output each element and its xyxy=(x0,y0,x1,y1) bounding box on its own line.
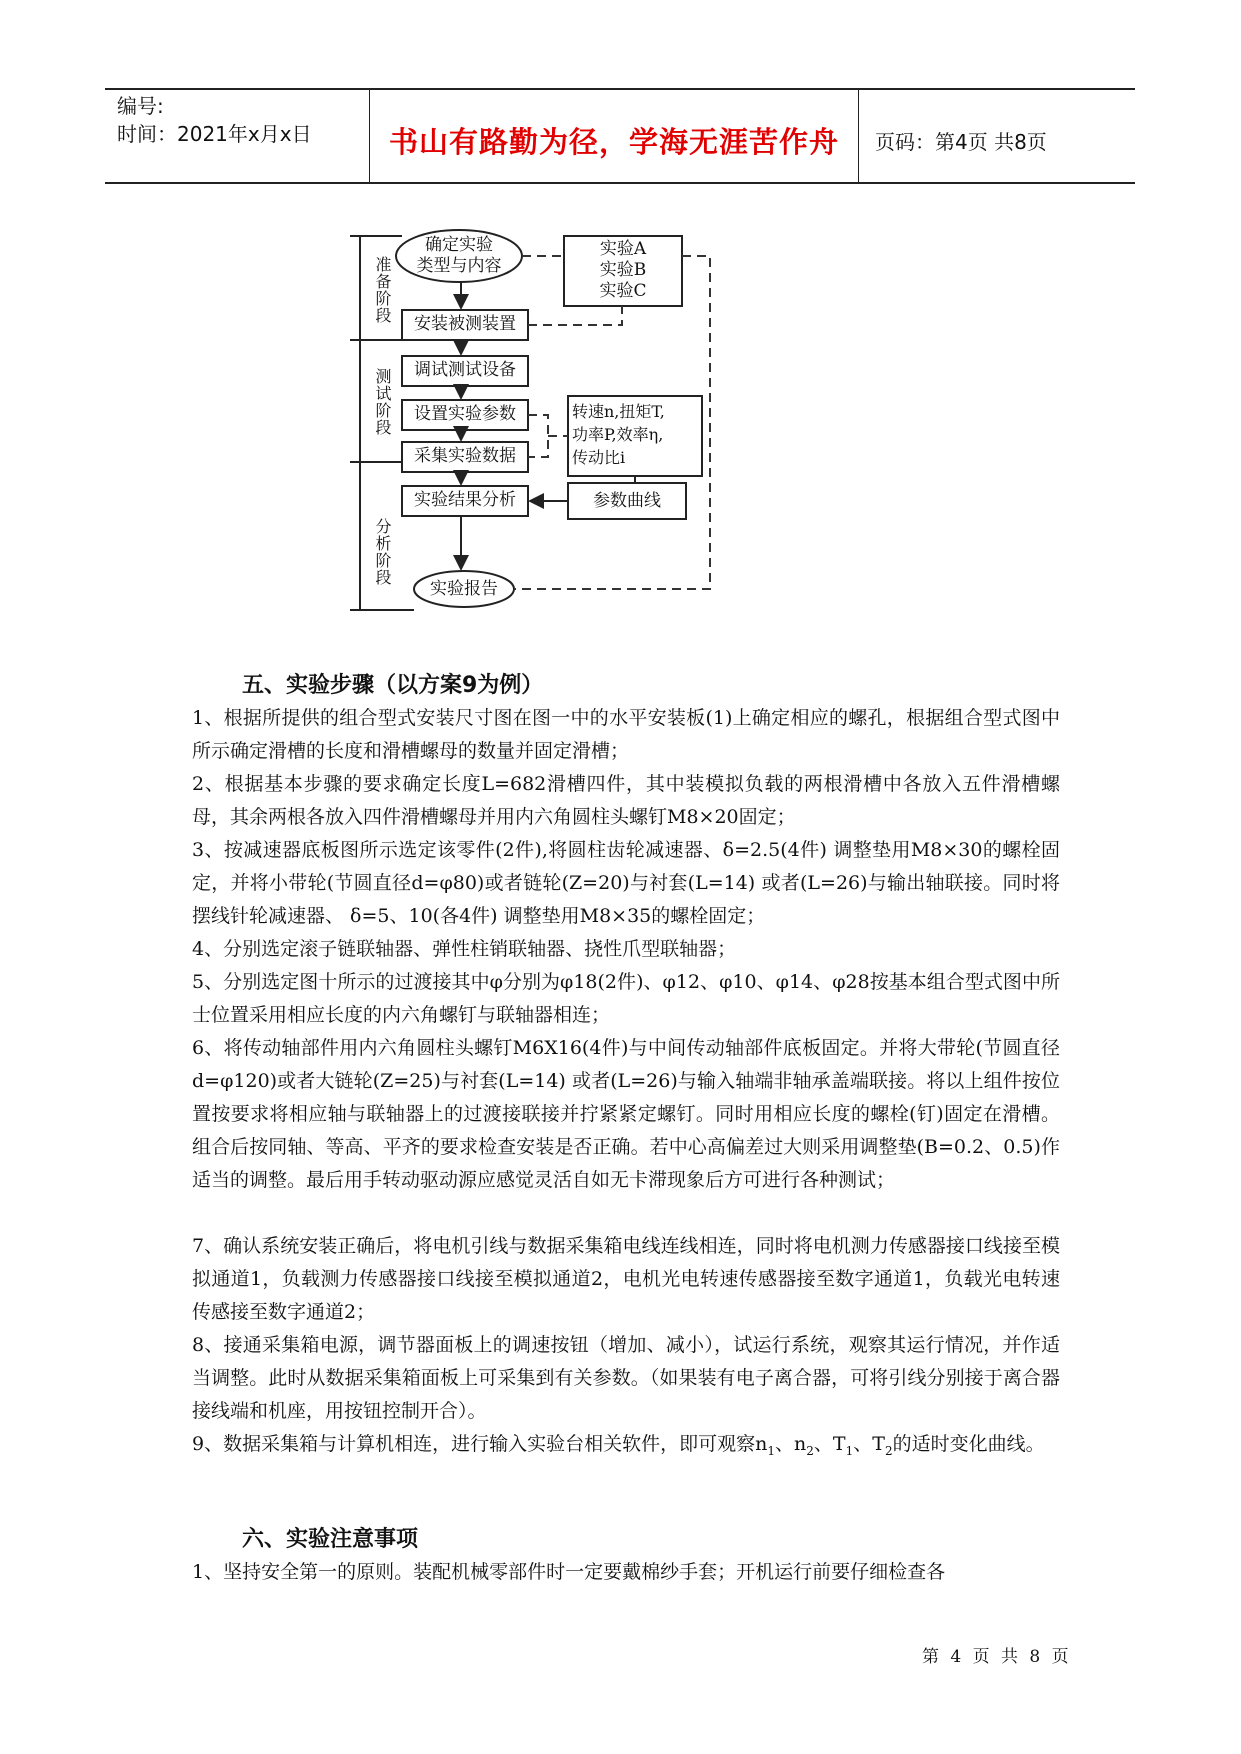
document-number-label: 编号: xyxy=(117,94,164,118)
step9-sub: 1 xyxy=(767,1443,775,1458)
step9-sub: 2 xyxy=(806,1443,814,1458)
page-header xyxy=(105,88,1135,184)
header-divider xyxy=(369,90,370,182)
step9-var: T xyxy=(872,1433,885,1455)
step-paragraph-1: 1、根据所提供的组合型式安装尺寸图在图一中的水平安装板(1)上确定相应的螺孔，根据组合型式图中所示确定滑槽的长度和滑槽螺母的数量并固定滑槽； xyxy=(192,707,1060,762)
step9-sub: 1 xyxy=(845,1443,854,1458)
flow-measures-text: 转速n,扭矩T, 功率P,效率η, 传动比i xyxy=(572,402,665,467)
step-paragraph-9 xyxy=(192,1428,1060,1468)
step9-sep: 、 xyxy=(774,1433,794,1455)
section5-title: 五、实验步骤（以方案9为例） xyxy=(242,673,544,698)
flow-experiments-node xyxy=(564,239,682,302)
header-page-label: 页码：第4页 共8页 xyxy=(875,130,1047,154)
flow-step-debug: 调试测试设备 xyxy=(414,360,516,380)
step-paragraph-7: 7、确认系统安装正确后，将电机引线与数据采集箱电线连线相连，同时将电机测力传感器接口线接至模拟通道1，负载测力传感器接口线接至模拟通道2，电机光电转速传感器接至数字通道1，负载光电转速传感接至数字通道2； xyxy=(192,1235,1060,1323)
page-footer: 第 4 页 共 8 页 xyxy=(922,1647,1072,1667)
step9-text-post: 的适时变化曲线。 xyxy=(892,1433,1045,1455)
flow-step-install: 安装被测装置 xyxy=(414,314,516,334)
flow-measures-node xyxy=(572,400,700,469)
section6-title: 六、实验注意事项 xyxy=(242,1527,419,1552)
flow-step-analysis: 实验结果分析 xyxy=(414,490,516,510)
step-paragraph-8: 8、接通采集箱电源，调节器面板上的调速按钮（增加、减小），试运行系统，观察其运行情况，并作适当调整。此时从数据采集箱面板上可采集到有关参数。（如果装有电子离合器，可将引线分别接于离合器接线端和机座，用按钮控制开合）。 xyxy=(192,1334,1060,1422)
step9-var: n xyxy=(755,1433,768,1455)
step9-text-pre: 9、数据采集箱与计算机相连，进行输入实验台相关软件，即可观察 xyxy=(192,1433,756,1455)
flow-experiments-text: 实验A 实验B 实验C xyxy=(599,239,647,301)
header-motto: 书山有路勤为径，学海无涯苦作舟 xyxy=(388,125,839,159)
document-time-label: 时间：2021年x月x日 xyxy=(117,122,312,146)
step9-sep: 、 xyxy=(813,1433,833,1455)
step9-sep: 、 xyxy=(853,1433,873,1455)
flow-curves-node: 参数曲线 xyxy=(593,491,661,511)
experiment-flowchart xyxy=(350,228,820,618)
stage-analysis-label: 分析阶段 xyxy=(373,518,392,586)
flow-step-params: 设置实验参数 xyxy=(414,404,516,424)
caution-paragraph-1: 1、坚持安全第一的原则。装配机械零部件时一定要戴棉纱手套；开机运行前要仔细检查各 xyxy=(192,1561,946,1583)
stage-test-label: 测试阶段 xyxy=(373,368,392,436)
step9-var: T xyxy=(832,1433,846,1455)
stage-prepare-label: 准备阶段 xyxy=(373,256,392,324)
header-divider xyxy=(858,90,859,182)
flow-start-node xyxy=(398,235,520,277)
step9-var: n xyxy=(794,1433,807,1455)
step-paragraph-6: 6、将传动轴部件用内六角圆柱头螺钉M6X16(4件)与中间传动轴部件底板固定。并将大带轮(节圆直径d=φ120)或者大链轮(Z=25)与衬套(L=14) 或者(L=26)与输入轴端非轴承盖端联接。将以上组件按位置按要求将相应轴与联轴器上的过渡接联接并拧紧紧定螺钉。同时用相应长度的螺栓(钉)固定在滑槽。组合后按同轴、等高、平齐的要求检查安装是否正确。若中心高偏差过大则采用调整垫(B=0.2、0.5)作适当的调整。最后用手转动驱动源应感觉灵活自如无卡滞现象后方可进行各种测试； xyxy=(192,1037,1060,1191)
header-left xyxy=(117,92,372,148)
flow-start-text: 确定实验 类型与内容 xyxy=(416,235,502,276)
step-paragraph-4: 4、分别选定滚子链联轴器、弹性柱销联轴器、挠性爪型联轴器； xyxy=(192,938,737,960)
step-paragraph-3: 3、按减速器底板图所示选定该零件(2件),将圆柱齿轮减速器、δ=2.5(4件) 调整垫用M8×30的螺栓固定，并将小带轮(节圆直径d=φ80)或者链轮(Z=20)与衬套(L=14) 或者(L=26)与输出轴联接。同时将摆线针轮减速器、 δ=5、10(各4件) 调整垫用M8×35的螺栓固定； xyxy=(192,839,1060,927)
step-paragraph-5: 5、分别选定图十所示的过渡接其中φ分别为φ18(2件)、φ12、φ10、φ14、φ28按基本组合型式图中所士位置采用相应长度的内六角螺钉与联轴器相连； xyxy=(192,971,1060,1026)
step-paragraph-2: 2、根据基本步骤的要求确定长度L=682滑槽四件，其中装模拟负载的两根滑槽中各放入五件滑槽螺母，其余两根各放入四件滑槽螺母并用内六角圆柱头螺钉M8×20固定； xyxy=(192,773,1060,828)
flow-report-node: 实验报告 xyxy=(430,579,498,599)
step9-sub: 2 xyxy=(884,1443,893,1458)
flow-step-collect: 采集实验数据 xyxy=(414,446,516,466)
